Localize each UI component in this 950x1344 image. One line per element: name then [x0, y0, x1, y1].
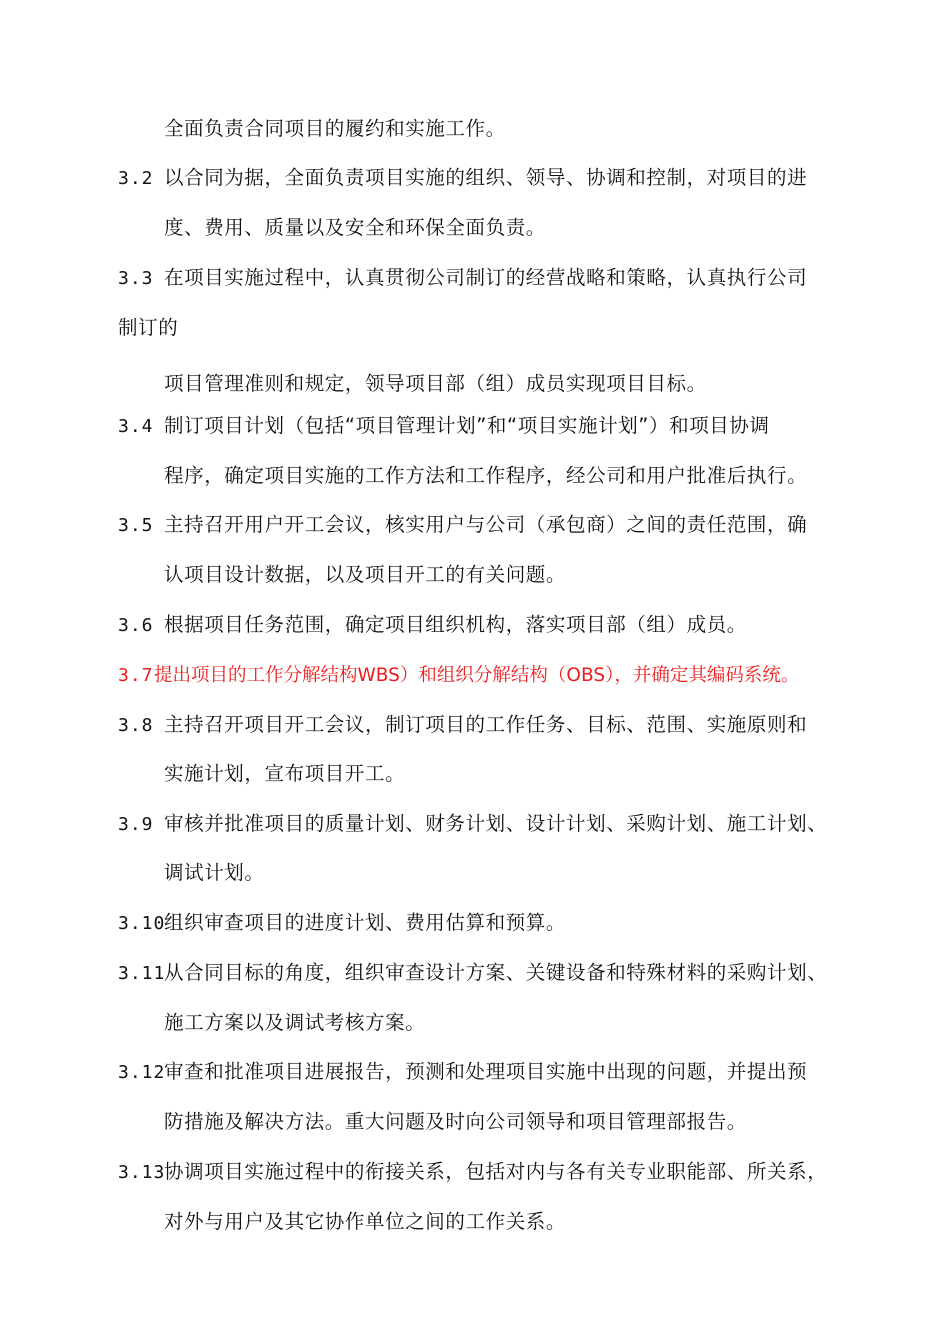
paragraph-line: [164, 1010, 425, 1036]
paragraph-text: 主持召开项目开工会议，制订项目的工作任务、目标、范围、实施原则和: [164, 713, 808, 736]
paragraph-text: 度、费用、质量以及安全和环保全面负责。: [164, 216, 546, 239]
clause-number: 3.8: [118, 715, 154, 736]
clause-number: 3.4: [118, 416, 154, 437]
paragraph-line: [164, 562, 566, 588]
paragraph-line: [164, 371, 707, 397]
paragraph-text: 组织审查项目的进度计划、费用估算和预算。: [164, 911, 567, 934]
paragraph-text: 项目管理准则和规定，领导项目部（组）成员实现项目目标。: [164, 372, 707, 395]
paragraph-line: [164, 116, 506, 142]
clause-number: 3.6: [118, 615, 154, 636]
paragraph-text: 制订项目计划（包括“项目管理计划”和“项目实施计划”）和项目协调: [164, 414, 770, 437]
paragraph-text: 审查和批准项目进展报告，预测和处理项目实施中出现的问题，并提出预: [164, 1060, 808, 1083]
paragraph-text: 以合同为据，全面负责项目实施的组织、领导、协调和控制，对项目的进: [164, 166, 808, 189]
clause-number: 3.9: [118, 814, 154, 835]
paragraph-line: [118, 811, 827, 838]
paragraph-text: 施工方案以及调试考核方案。: [164, 1011, 426, 1034]
paragraph-text: 从合同目标的角度，组织审查设计方案、关键设备和特殊材料的采购计划、: [164, 961, 828, 984]
paragraph-text: 在项目实施过程中，认真贯彻公司制订的经营战略和策略，认真执行公司: [164, 266, 808, 289]
paragraph-text: 协调项目实施过程中的衔接关系，包括对内与各有关专业职能部、所关系，: [164, 1160, 828, 1183]
paragraph-line: [118, 712, 807, 739]
clause-number: 3.11: [118, 963, 166, 984]
paragraph-text: 主持召开用户开工会议，核实用户与公司（承包商）之间的责任范围，确: [164, 513, 808, 536]
paragraph-line: [118, 1159, 827, 1186]
paragraph-line: [118, 165, 807, 192]
paragraph-line: [164, 1109, 747, 1135]
clause-number: 3.12: [118, 1062, 166, 1083]
paragraph-text: 程序，确定项目实施的工作方法和工作程序，经公司和用户批准后执行。: [164, 464, 808, 487]
paragraph-text: 认项目设计数据，以及项目开工的有关问题。: [164, 563, 567, 586]
paragraph-text: 实施计划，宣布项目开工。: [164, 762, 406, 785]
clause-number: 3.2: [118, 168, 154, 189]
paragraph-text: 提出项目的工作分解结构WBS）和组织分解结构（OBS），并确定其编码系统。: [154, 665, 800, 686]
paragraph-line: [164, 463, 807, 489]
paragraph-line: [118, 315, 178, 341]
highlighted-paragraph-line: [118, 662, 799, 689]
clause-number: 3.13: [118, 1162, 166, 1183]
paragraph-text: 调试计划。: [164, 861, 265, 884]
paragraph-line: [118, 612, 747, 639]
clause-number: 3.5: [118, 515, 154, 536]
paragraph-text: 对外与用户及其它协作单位之间的工作关系。: [164, 1210, 567, 1233]
paragraph-text: 根据项目任务范围，确定项目组织机构，落实项目部（组）成员。: [164, 613, 747, 636]
paragraph-text: 全面负责合同项目的履约和实施工作。: [164, 117, 506, 140]
paragraph-line: [118, 910, 566, 937]
paragraph-line: [118, 1059, 807, 1086]
clause-number: 3.7: [118, 665, 154, 686]
paragraph-line: [164, 215, 546, 241]
paragraph-text: 防措施及解决方法。重大问题及时向公司领导和项目管理部报告。: [164, 1110, 747, 1133]
paragraph-text: 制订的: [118, 316, 179, 339]
paragraph-line: [118, 413, 770, 440]
paragraph-line: [164, 761, 405, 787]
paragraph-line: [118, 512, 807, 539]
paragraph-line: [164, 860, 265, 886]
paragraph-line: [164, 1209, 566, 1235]
clause-number: 3.3: [118, 268, 154, 289]
paragraph-line: [118, 265, 807, 292]
paragraph-line: [118, 960, 827, 987]
clause-number: 3.10: [118, 913, 166, 934]
paragraph-text: 审核并批准项目的质量计划、财务计划、设计计划、采购计划、施工计划、: [164, 812, 828, 835]
